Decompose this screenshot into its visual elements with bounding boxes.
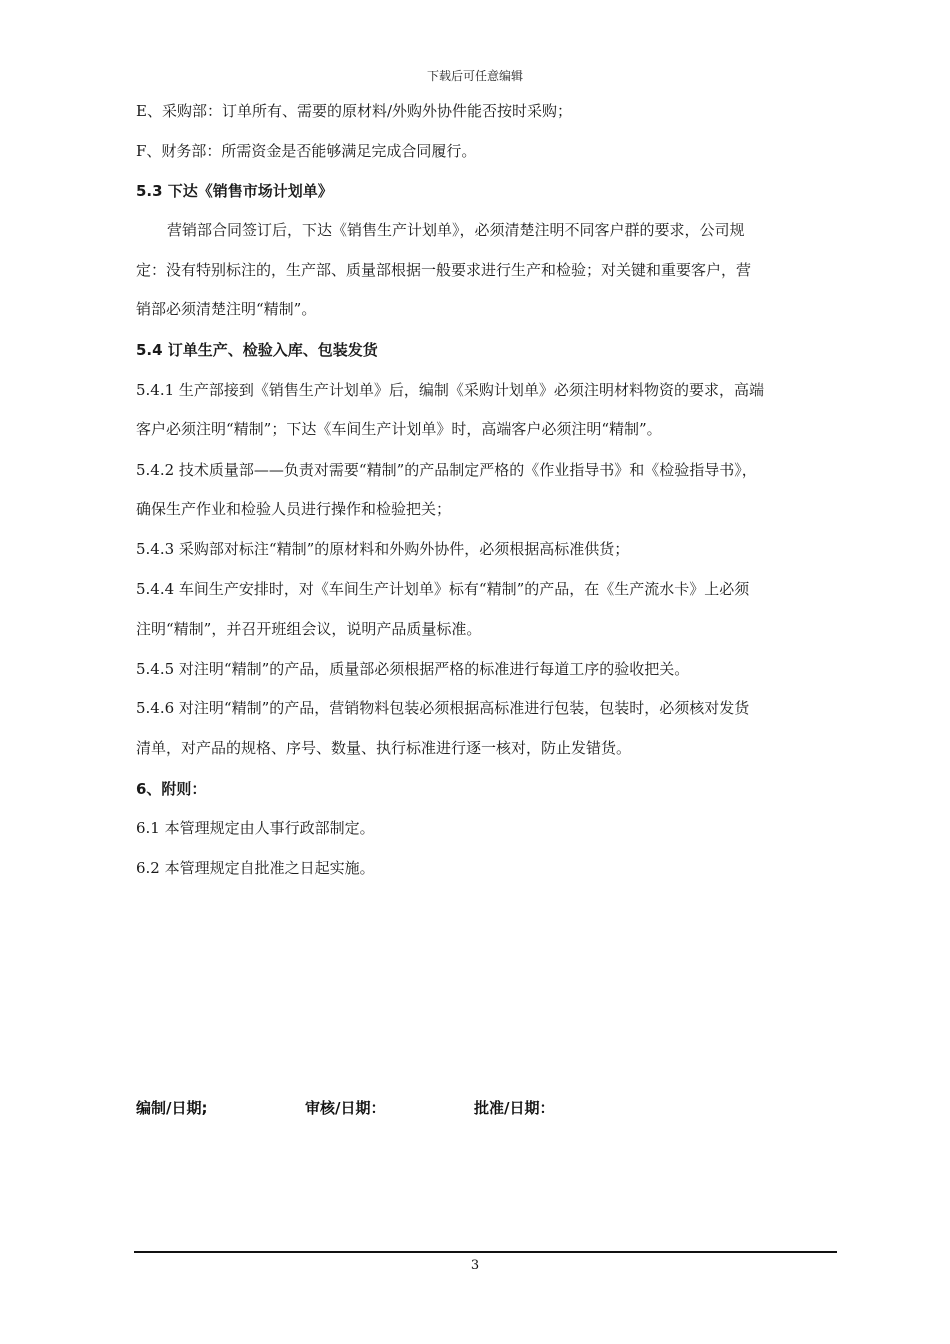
page-number: 3 [470,1258,480,1273]
paragraph-line: 确保生产作业和检验人员进行操作和检验把关； [136,500,452,518]
text-line-purchasing: E、采购部：订单所有、需要的原材料/外购外协件能否按时采购； [136,102,573,120]
footer-rule [134,1251,837,1253]
section-heading-6: 6、附则： [136,780,207,798]
paragraph-line: 5.4.5 对注明“精制”的产品，质量部必须根据严格的标准进行每道工序的验收把关。 [136,660,690,678]
page-header: 下载后可任意编辑 [426,69,523,83]
paragraph-line: 清单，对产品的规格、序号、数量、执行标准进行逐一核对，防止发错货。 [136,739,632,757]
signature-compile-label: 编制/日期; [136,1099,208,1117]
paragraph-line: 5.4.2 技术质量部——负责对需要“精制”的产品制定严格的《作业指导书》和《检验指导书》， [136,461,757,479]
paragraph-line: 注明“精制”，并召开班组会议，说明产品质量标准。 [136,620,482,638]
signature-approve-label: 批准/日期： [474,1099,555,1117]
paragraph-line: 定：没有特别标注的，生产部、质量部根据一般要求进行生产和检验；对关键和重要客户，营 [136,261,752,279]
section-heading-5-4: 5.4 订单生产、检验入库、包装发货 [136,341,378,359]
paragraph-line: 销部必须清楚注明“精制”。 [136,300,317,318]
signature-review-label: 审核/日期： [305,1099,386,1117]
paragraph-line: 营销部合同签订后，下达《销售生产计划单》，必须清楚注明不同客户群的要求，公司规 [167,221,745,239]
paragraph-line: 5.4.4 车间生产安排时，对《车间生产计划单》标有“精制”的产品，在《生产流水卡》上必须 [136,580,750,598]
paragraph-line: 客户必须注明“精制”；下达《车间生产计划单》时，高端客户必须注明“精制”。 [136,420,662,438]
text-line-finance: F、财务部：所需资金是否能够满足完成合同履行。 [136,142,477,160]
paragraph-line: 6.1 本管理规定由人事行政部制定。 [136,819,375,837]
section-heading-5-3: 5.3 下达《销售市场计划单》 [136,182,333,200]
paragraph-line: 5.4.6 对注明“精制”的产品，营销物料包装必须根据高标准进行包装，包装时，必须核对发货 [136,699,750,717]
paragraph-line: 5.4.3 采购部对标注“精制”的原材料和外购外协件，必须根据高标准供货； [136,540,630,558]
paragraph-line: 6.2 本管理规定自批准之日起实施。 [136,859,375,877]
paragraph-line: 5.4.1 生产部接到《销售生产计划单》后，编制《采购计划单》必须注明材料物资的要求，高端 [136,381,764,399]
